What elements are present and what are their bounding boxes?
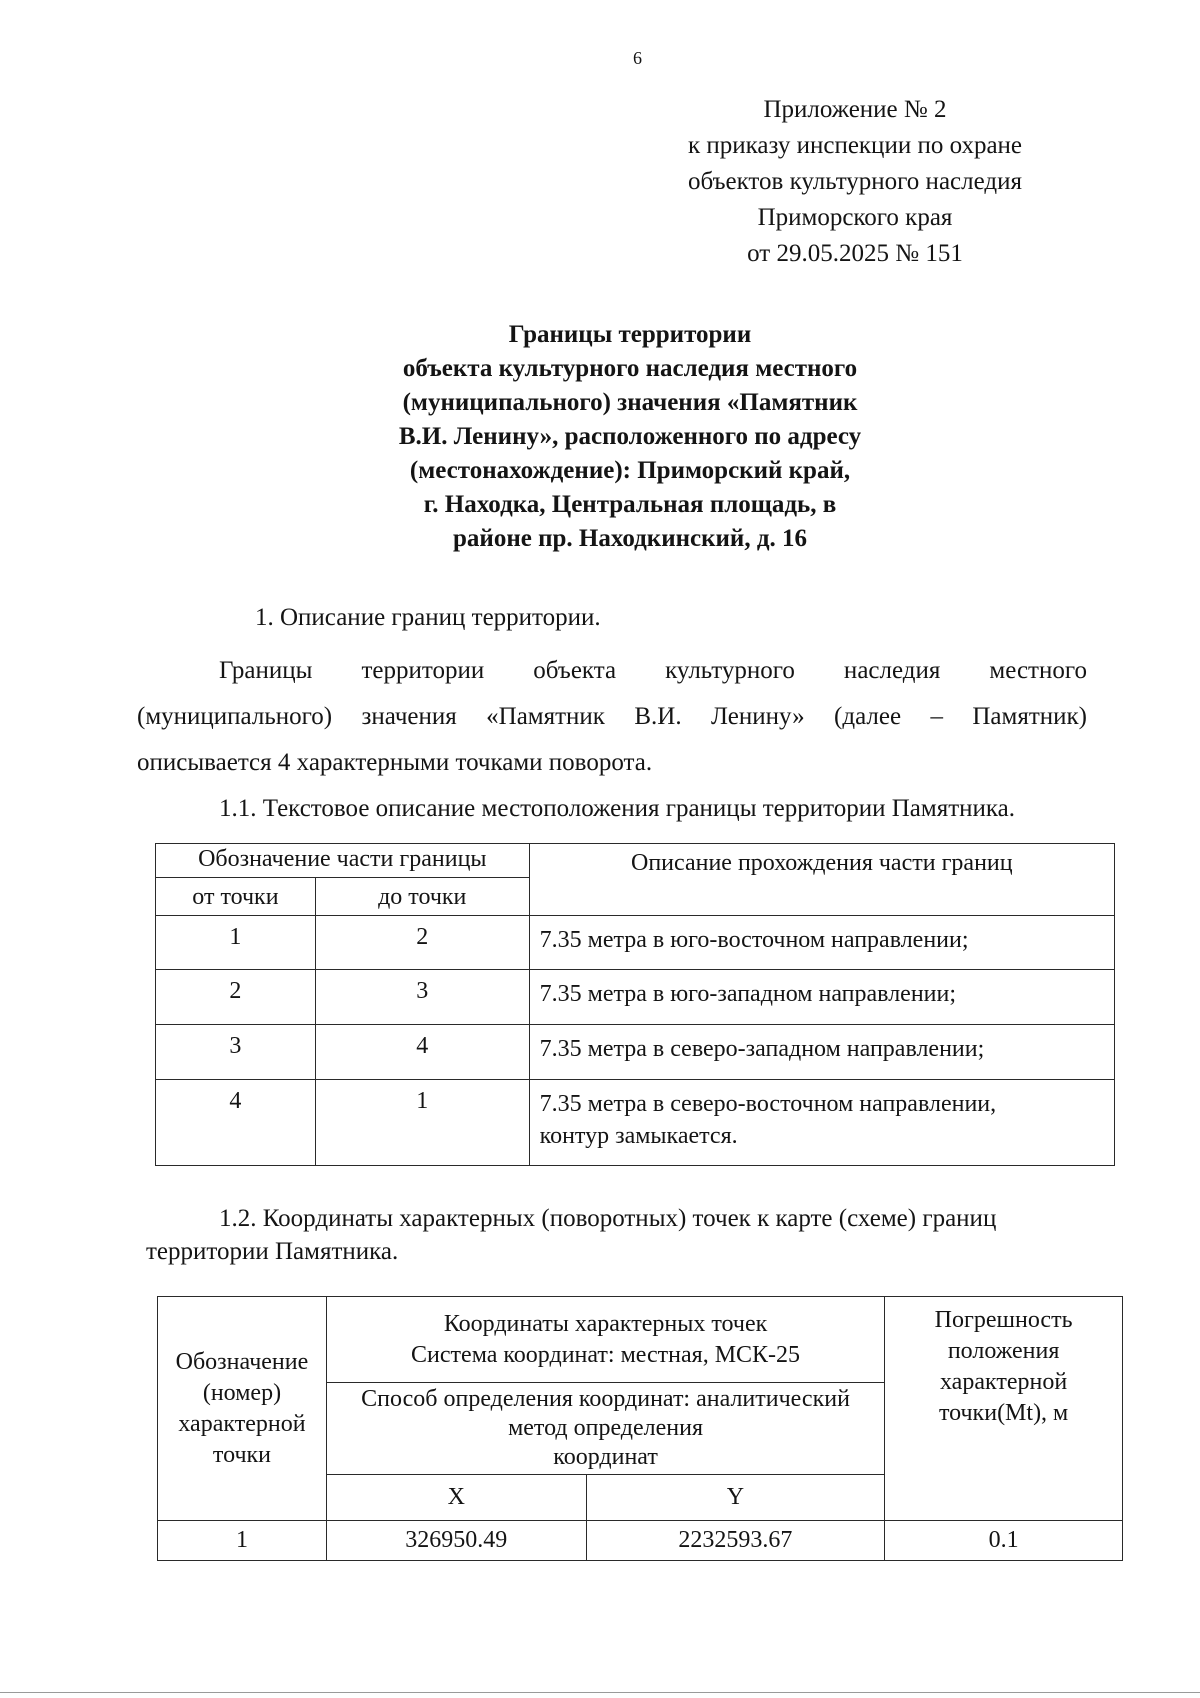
header-position-error [885, 1297, 1123, 1521]
title-line: (местонахождение): Приморский край, [409, 457, 851, 484]
description-line: контур замыкается. [539, 1123, 738, 1149]
appendix-line: к приказу инспекции по охране [687, 132, 1023, 159]
cell-from: 4 [156, 1080, 316, 1166]
paragraph-line: (муниципального) значения «Памятник В.И. Ленину» (далее – Памятник) [137, 703, 1087, 730]
header-line: положения [947, 1338, 1060, 1364]
appendix-line: Приморского края [757, 204, 953, 231]
subsection-heading: 1.2. Координаты характерных (поворотных) точек к карте (схеме) границ [219, 1205, 997, 1232]
cell-to: 4 [315, 1025, 529, 1080]
title-line: (муниципального) значения «Памятник [402, 389, 858, 416]
page-number: 6 [633, 48, 642, 68]
table-row [158, 1521, 1123, 1561]
scan-edge-line [0, 1692, 1200, 1693]
cell-to: 3 [315, 970, 529, 1025]
section-heading: 1. Описание границ территории. [255, 604, 601, 631]
header-coordinates-system [326, 1297, 884, 1383]
title-line: районе пр. Находкинский, д. 16 [453, 525, 807, 552]
cell-to: 2 [315, 916, 529, 970]
title-line: г. Находка, Центральная площадь, в [423, 491, 837, 518]
header-point-designation [158, 1297, 327, 1521]
table-row [156, 1025, 1115, 1080]
header-boundary-part: Обозначение части границы [156, 844, 530, 878]
header-line: Обозначение [175, 1348, 309, 1375]
header-y: Y [586, 1475, 885, 1521]
table-header-row [156, 844, 1115, 878]
header-line: характерной [178, 1410, 306, 1437]
table-header-row [158, 1297, 1123, 1383]
header-line: Система координат: местная, МСК-25 [411, 1341, 801, 1368]
header-line: координат [553, 1444, 658, 1470]
table-row [156, 1080, 1115, 1166]
header-to-point: до точки [315, 878, 529, 916]
header-line: Способ определения координат: аналитический [361, 1386, 850, 1412]
cell-from: 1 [156, 916, 316, 970]
header-line: (номер) [202, 1379, 282, 1406]
appendix-line: Приложение № 2 [763, 96, 947, 123]
cell-description [529, 1080, 1114, 1166]
cell-from: 3 [156, 1025, 316, 1080]
cell-to: 1 [315, 1080, 529, 1166]
header-line: Погрешность [934, 1307, 1073, 1333]
table-row [156, 970, 1115, 1025]
cell-y: 2232593.67 [586, 1521, 885, 1561]
cell-description: 7.35 метра в юго-восточном направлении; [529, 916, 1114, 970]
appendix-line: объектов культурного наследия [688, 168, 1022, 195]
paragraph-line: Границы территории объекта культурного наследия местного [219, 657, 1087, 684]
header-line: точки [212, 1441, 272, 1468]
header-coordinates-method [326, 1383, 884, 1475]
section-paragraph [137, 648, 1087, 786]
title-line: Границы территории [508, 321, 752, 348]
cell-description: 7.35 метра в северо-западном направлении; [529, 1025, 1114, 1080]
document-title [310, 318, 950, 556]
header-line: метод определения [508, 1415, 704, 1441]
title-line: В.И. Ленину», расположенного по адресу [398, 423, 862, 450]
cell-error: 0.1 [885, 1521, 1123, 1561]
header-description: Описание прохождения части границ [529, 844, 1114, 916]
header-line: характерной [940, 1369, 1068, 1395]
paragraph-line: описывается 4 характерными точками поворота. [137, 749, 653, 776]
cell-from: 2 [156, 970, 316, 1025]
description-line: 7.35 метра в северо-восточном направлении, [539, 1091, 997, 1117]
boundary-description-table [155, 843, 1115, 1166]
table-row [156, 916, 1115, 970]
title-line: объекта культурного наследия местного [402, 355, 858, 382]
subsection-heading: 1.1. Текстовое описание местоположения границы территории Памятника. [219, 795, 1016, 822]
coordinates-table [157, 1296, 1123, 1561]
appendix-line: от 29.05.2025 № 151 [747, 240, 963, 267]
header-line: Координаты характерных точек [443, 1310, 768, 1337]
subsection-heading-continued: территории Памятника. [146, 1238, 399, 1265]
header-from-point: от точки [156, 878, 316, 916]
cell-description: 7.35 метра в юго-западном направлении; [529, 970, 1114, 1025]
cell-point: 1 [158, 1521, 327, 1561]
cell-x: 326950.49 [326, 1521, 586, 1561]
appendix-block [640, 92, 1070, 272]
header-x: X [326, 1475, 586, 1521]
header-line: точки(Mt), м [938, 1400, 1069, 1426]
